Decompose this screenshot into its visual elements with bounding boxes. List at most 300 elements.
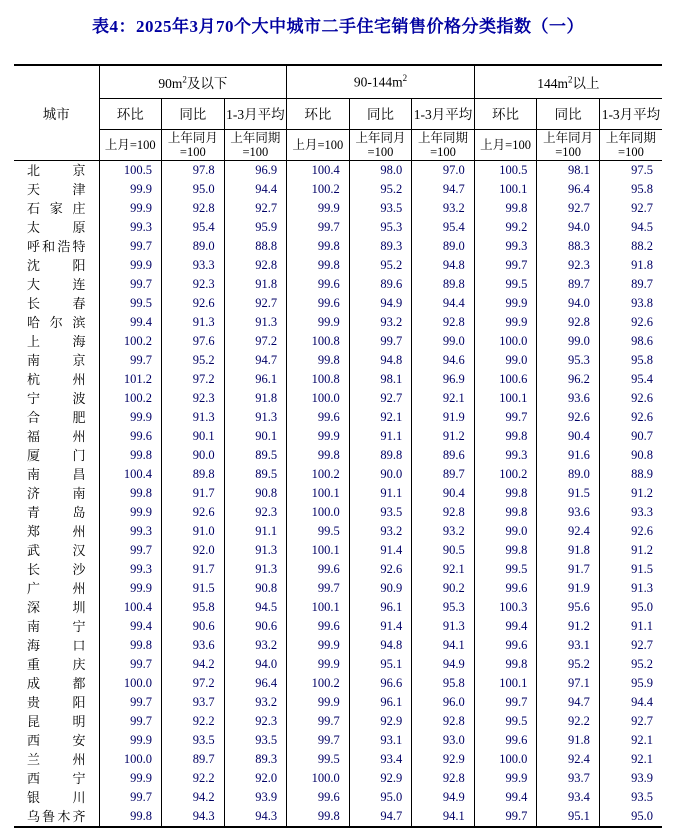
index-value: 99.7 <box>474 408 537 427</box>
table-row <box>14 180 662 199</box>
index-value: 93.8 <box>599 294 662 313</box>
table-row <box>14 541 662 560</box>
city-name: 银川 <box>27 790 86 805</box>
index-value: 94.0 <box>537 294 600 313</box>
index-value: 95.4 <box>412 218 475 237</box>
index-value: 91.1 <box>599 617 662 636</box>
metric-header-mom: 环比 <box>99 99 162 130</box>
index-value: 93.6 <box>537 389 600 408</box>
index-value: 100.8 <box>287 370 350 389</box>
index-value: 91.1 <box>224 522 287 541</box>
index-value: 99.0 <box>474 522 537 541</box>
index-value: 93.1 <box>537 636 600 655</box>
group-header-90-and-below <box>99 65 287 99</box>
index-value: 90.8 <box>224 579 287 598</box>
index-value: 96.0 <box>412 693 475 712</box>
index-value: 92.6 <box>599 313 662 332</box>
index-value: 99.6 <box>474 636 537 655</box>
table-row <box>14 579 662 598</box>
index-value: 99.6 <box>287 408 350 427</box>
index-value: 90.9 <box>349 579 412 598</box>
index-value: 95.0 <box>162 180 225 199</box>
index-value: 92.3 <box>162 389 225 408</box>
index-value: 95.0 <box>599 598 662 617</box>
index-value: 90.5 <box>412 541 475 560</box>
index-value: 99.8 <box>474 541 537 560</box>
index-value: 96.4 <box>537 180 600 199</box>
index-value: 93.6 <box>162 636 225 655</box>
index-value: 99.6 <box>287 788 350 807</box>
city-name: 太原 <box>27 220 86 235</box>
index-value: 100.3 <box>474 598 537 617</box>
index-value: 99.7 <box>287 218 350 237</box>
index-value: 92.4 <box>537 522 600 541</box>
index-value: 91.3 <box>412 617 475 636</box>
metric-header-yoy: 同比 <box>349 99 412 130</box>
index-value: 99.9 <box>99 180 162 199</box>
table-row <box>14 617 662 636</box>
metric-header-avg: 1-3月平均 <box>412 99 475 130</box>
index-value: 90.8 <box>599 446 662 465</box>
index-value: 92.1 <box>599 731 662 750</box>
index-value: 89.7 <box>537 275 600 294</box>
index-value: 91.2 <box>599 484 662 503</box>
index-value: 99.9 <box>99 579 162 598</box>
index-value: 99.7 <box>99 693 162 712</box>
index-value: 93.5 <box>599 788 662 807</box>
index-value: 97.2 <box>162 674 225 693</box>
index-value: 100.2 <box>287 674 350 693</box>
index-value: 92.0 <box>224 769 287 788</box>
index-value: 99.2 <box>474 218 537 237</box>
table-row <box>14 465 662 484</box>
index-value: 93.3 <box>162 256 225 275</box>
base-header-prev-month: 上月=100 <box>104 138 156 152</box>
group-label-text: 及以下 <box>186 76 228 91</box>
table-row <box>14 427 662 446</box>
index-value: 90.4 <box>412 484 475 503</box>
index-value: 89.0 <box>412 237 475 256</box>
index-value: 97.8 <box>162 161 225 181</box>
city-name: 乌鲁木齐 <box>27 809 86 824</box>
index-value: 96.1 <box>349 598 412 617</box>
index-value: 89.8 <box>349 446 412 465</box>
index-value: 92.7 <box>599 712 662 731</box>
index-value: 90.6 <box>224 617 287 636</box>
index-value: 99.7 <box>99 275 162 294</box>
metric-header-mom: 环比 <box>474 99 537 130</box>
index-value: 100.1 <box>474 674 537 693</box>
index-value: 95.8 <box>599 180 662 199</box>
city-name: 西安 <box>27 733 86 748</box>
index-value: 99.7 <box>287 579 350 598</box>
index-value: 92.8 <box>162 199 225 218</box>
index-value: 94.2 <box>162 788 225 807</box>
index-value: 97.1 <box>537 674 600 693</box>
index-value: 90.1 <box>224 427 287 446</box>
index-value: 92.8 <box>412 503 475 522</box>
city-name: 济南 <box>27 486 86 501</box>
table-row <box>14 598 662 617</box>
index-value: 90.2 <box>412 579 475 598</box>
city-name: 西宁 <box>27 771 86 786</box>
index-value: 94.6 <box>412 351 475 370</box>
city-name: 北京 <box>27 163 86 178</box>
index-value: 93.5 <box>349 503 412 522</box>
index-value: 93.1 <box>349 731 412 750</box>
index-value: 100.2 <box>99 332 162 351</box>
index-value: 91.9 <box>412 408 475 427</box>
index-value: 93.6 <box>537 503 600 522</box>
index-value: 99.8 <box>474 655 537 674</box>
index-value: 94.5 <box>224 598 287 617</box>
index-value: 99.8 <box>474 503 537 522</box>
index-value: 91.7 <box>162 484 225 503</box>
index-value: 99.3 <box>99 522 162 541</box>
index-value: 90.0 <box>349 465 412 484</box>
index-value: 89.7 <box>412 465 475 484</box>
index-value: 91.7 <box>162 560 225 579</box>
index-value: 94.0 <box>537 218 600 237</box>
index-value: 99.9 <box>99 503 162 522</box>
index-value: 92.2 <box>537 712 600 731</box>
city-name: 深圳 <box>27 600 86 615</box>
city-name: 长春 <box>27 296 86 311</box>
city-name: 广州 <box>27 581 86 596</box>
index-value: 95.2 <box>349 180 412 199</box>
index-value: 92.6 <box>599 522 662 541</box>
index-value: 100.0 <box>99 750 162 769</box>
index-value: 89.8 <box>162 465 225 484</box>
index-value: 97.2 <box>224 332 287 351</box>
city-name: 上海 <box>27 334 86 349</box>
index-value: 99.3 <box>474 237 537 256</box>
city-name: 南昌 <box>27 467 86 482</box>
index-value: 95.8 <box>162 598 225 617</box>
index-value: 95.8 <box>412 674 475 693</box>
index-value: 94.2 <box>162 655 225 674</box>
index-value: 99.4 <box>99 617 162 636</box>
index-value: 96.2 <box>537 370 600 389</box>
index-value: 99.8 <box>287 446 350 465</box>
table-row <box>14 693 662 712</box>
index-value: 100.1 <box>474 180 537 199</box>
index-value: 96.1 <box>349 693 412 712</box>
index-value: 91.5 <box>162 579 225 598</box>
city-name: 大连 <box>27 277 86 292</box>
index-value: 91.3 <box>599 579 662 598</box>
table-row <box>14 199 662 218</box>
index-value: 92.6 <box>349 560 412 579</box>
index-value: 98.1 <box>537 161 600 181</box>
index-value: 92.8 <box>412 313 475 332</box>
index-value: 93.0 <box>412 731 475 750</box>
index-value: 99.4 <box>474 617 537 636</box>
metric-header-avg: 1-3月平均 <box>599 99 662 130</box>
metric-header-avg: 1-3月平均 <box>224 99 287 130</box>
index-value: 99.9 <box>474 294 537 313</box>
table-body <box>14 161 662 828</box>
index-value: 95.9 <box>224 218 287 237</box>
index-value: 99.7 <box>99 788 162 807</box>
city-name: 郑州 <box>27 524 86 539</box>
index-value: 92.1 <box>412 389 475 408</box>
index-value: 92.7 <box>349 389 412 408</box>
index-value: 92.9 <box>412 750 475 769</box>
superscript-2: 2 <box>182 74 187 85</box>
index-value: 99.9 <box>99 408 162 427</box>
index-value: 92.9 <box>349 769 412 788</box>
index-value: 100.1 <box>287 484 350 503</box>
header-group-row <box>14 65 662 99</box>
index-value: 89.3 <box>349 237 412 256</box>
city-name: 青岛 <box>27 505 86 520</box>
index-value: 99.8 <box>99 807 162 827</box>
index-value: 94.0 <box>224 655 287 674</box>
table-row <box>14 313 662 332</box>
index-value: 91.8 <box>537 541 600 560</box>
index-value: 92.1 <box>412 560 475 579</box>
metric-header-yoy: 同比 <box>162 99 225 130</box>
index-value: 92.6 <box>599 389 662 408</box>
base-header-prev-month: 上月=100 <box>474 130 537 161</box>
table-row <box>14 636 662 655</box>
superscript-2: 2 <box>402 73 408 84</box>
index-value: 99.0 <box>537 332 600 351</box>
index-value: 99.3 <box>99 560 162 579</box>
city-name: 呼和浩特 <box>27 239 86 254</box>
index-value: 91.5 <box>599 560 662 579</box>
index-value: 99.8 <box>99 636 162 655</box>
index-value: 99.7 <box>474 256 537 275</box>
table-row <box>14 256 662 275</box>
index-value: 96.1 <box>224 370 287 389</box>
index-value: 94.7 <box>412 180 475 199</box>
index-value: 92.0 <box>162 541 225 560</box>
table-row <box>14 351 662 370</box>
index-value: 98.0 <box>349 161 412 181</box>
index-value: 100.2 <box>287 180 350 199</box>
index-value: 100.2 <box>287 465 350 484</box>
index-value: 99.8 <box>474 484 537 503</box>
index-value: 100.0 <box>474 750 537 769</box>
index-value: 99.0 <box>412 332 475 351</box>
index-value: 95.8 <box>599 351 662 370</box>
table-row <box>14 218 662 237</box>
index-value: 94.7 <box>224 351 287 370</box>
index-value: 99.9 <box>99 769 162 788</box>
index-value: 94.4 <box>412 294 475 313</box>
index-value: 95.9 <box>599 674 662 693</box>
index-value: 99.3 <box>474 446 537 465</box>
index-value: 91.8 <box>224 275 287 294</box>
index-value: 89.8 <box>412 275 475 294</box>
index-value: 93.2 <box>224 636 287 655</box>
group-label-text: 144m <box>537 76 569 91</box>
index-value: 99.7 <box>99 712 162 731</box>
city-name: 兰州 <box>27 752 86 767</box>
index-value: 92.6 <box>599 408 662 427</box>
index-value: 95.4 <box>162 218 225 237</box>
index-value: 99.8 <box>287 807 350 827</box>
index-value: 92.8 <box>412 712 475 731</box>
index-value: 93.5 <box>349 199 412 218</box>
index-value: 95.3 <box>537 351 600 370</box>
index-value: 92.8 <box>412 769 475 788</box>
index-value: 91.3 <box>224 408 287 427</box>
index-value: 93.4 <box>349 750 412 769</box>
index-value: 93.2 <box>349 313 412 332</box>
index-value: 91.2 <box>537 617 600 636</box>
index-value: 92.1 <box>349 408 412 427</box>
city-name: 武汉 <box>27 543 86 558</box>
table-row <box>14 674 662 693</box>
table-row <box>14 788 662 807</box>
index-value: 94.8 <box>349 351 412 370</box>
index-value: 100.0 <box>99 674 162 693</box>
table-row <box>14 484 662 503</box>
index-value: 100.4 <box>99 465 162 484</box>
city-name: 重庆 <box>27 657 86 672</box>
table-row <box>14 712 662 731</box>
table-row <box>14 275 662 294</box>
base-header-prev-month: 上月=100 <box>287 130 350 161</box>
city-name: 石家庄 <box>27 201 86 216</box>
index-value: 91.1 <box>349 484 412 503</box>
city-name: 长沙 <box>27 562 86 577</box>
table-row <box>14 370 662 389</box>
table-row <box>14 807 662 827</box>
index-value: 99.6 <box>287 294 350 313</box>
index-value: 94.1 <box>412 636 475 655</box>
index-value: 100.0 <box>287 769 350 788</box>
index-value: 93.2 <box>412 199 475 218</box>
city-name: 南京 <box>27 353 86 368</box>
index-value: 92.4 <box>537 750 600 769</box>
index-value: 99.6 <box>287 617 350 636</box>
index-value: 91.3 <box>224 541 287 560</box>
index-value: 99.9 <box>287 313 350 332</box>
index-value: 91.2 <box>412 427 475 446</box>
city-name: 厦门 <box>27 448 86 463</box>
index-value: 95.2 <box>162 351 225 370</box>
city-name: 杭州 <box>27 372 86 387</box>
city-column-header: 城市 <box>14 65 99 161</box>
index-value: 95.2 <box>537 655 600 674</box>
city-name: 合肥 <box>27 410 86 425</box>
index-value: 95.1 <box>349 655 412 674</box>
index-value: 96.9 <box>412 370 475 389</box>
index-value: 89.6 <box>349 275 412 294</box>
index-value: 89.7 <box>599 275 662 294</box>
index-value: 99.0 <box>474 351 537 370</box>
table-row <box>14 769 662 788</box>
index-value: 92.3 <box>162 275 225 294</box>
index-value: 91.3 <box>162 408 225 427</box>
index-value: 99.7 <box>99 237 162 256</box>
index-value: 99.8 <box>474 199 537 218</box>
index-value: 91.4 <box>349 617 412 636</box>
index-value: 92.7 <box>224 199 287 218</box>
index-value: 99.5 <box>474 275 537 294</box>
index-value: 99.9 <box>287 636 350 655</box>
index-value: 99.5 <box>99 294 162 313</box>
index-value: 92.9 <box>349 712 412 731</box>
table-row <box>14 408 662 427</box>
index-value: 99.3 <box>99 218 162 237</box>
city-name: 海口 <box>27 638 86 653</box>
index-value: 96.9 <box>224 161 287 181</box>
index-value: 99.8 <box>287 237 350 256</box>
index-value: 101.2 <box>99 370 162 389</box>
city-name: 福州 <box>27 429 86 444</box>
index-value: 100.5 <box>474 161 537 181</box>
index-value: 91.6 <box>537 446 600 465</box>
index-value: 94.3 <box>224 807 287 827</box>
index-value: 93.5 <box>224 731 287 750</box>
index-value: 100.4 <box>287 161 350 181</box>
index-value: 89.0 <box>162 237 225 256</box>
index-value: 92.7 <box>537 199 600 218</box>
index-value: 91.1 <box>349 427 412 446</box>
index-value: 100.0 <box>287 389 350 408</box>
index-value: 89.5 <box>224 446 287 465</box>
table-row <box>14 655 662 674</box>
index-value: 99.7 <box>287 731 350 750</box>
index-value: 99.5 <box>287 522 350 541</box>
index-value: 94.5 <box>599 218 662 237</box>
index-value: 97.2 <box>162 370 225 389</box>
index-value: 91.8 <box>224 389 287 408</box>
price-index-table <box>14 64 662 828</box>
index-value: 94.8 <box>412 256 475 275</box>
index-value: 93.9 <box>224 788 287 807</box>
index-value: 100.2 <box>99 389 162 408</box>
index-value: 99.9 <box>287 199 350 218</box>
index-value: 92.6 <box>537 408 600 427</box>
index-value: 99.9 <box>99 731 162 750</box>
index-value: 92.7 <box>599 636 662 655</box>
index-value: 91.7 <box>537 560 600 579</box>
index-value: 94.7 <box>537 693 600 712</box>
index-value: 99.8 <box>287 351 350 370</box>
index-value: 94.9 <box>412 788 475 807</box>
index-value: 93.5 <box>162 731 225 750</box>
index-value: 99.6 <box>287 560 350 579</box>
table-row <box>14 294 662 313</box>
index-value: 89.3 <box>224 750 287 769</box>
index-value: 95.3 <box>349 218 412 237</box>
table-row <box>14 731 662 750</box>
index-value: 92.2 <box>162 712 225 731</box>
index-value: 95.4 <box>599 370 662 389</box>
index-value: 95.2 <box>599 655 662 674</box>
index-value: 93.7 <box>537 769 600 788</box>
index-value: 95.6 <box>537 598 600 617</box>
index-value: 100.0 <box>287 503 350 522</box>
table-header <box>14 65 662 161</box>
index-value: 91.3 <box>224 560 287 579</box>
index-value: 95.3 <box>412 598 475 617</box>
index-value: 100.1 <box>474 389 537 408</box>
index-value: 92.8 <box>537 313 600 332</box>
city-name: 贵阳 <box>27 695 86 710</box>
index-value: 98.1 <box>349 370 412 389</box>
index-value: 96.6 <box>349 674 412 693</box>
index-value: 94.9 <box>412 655 475 674</box>
index-value: 93.3 <box>599 503 662 522</box>
group-header-90-144 <box>287 65 475 99</box>
